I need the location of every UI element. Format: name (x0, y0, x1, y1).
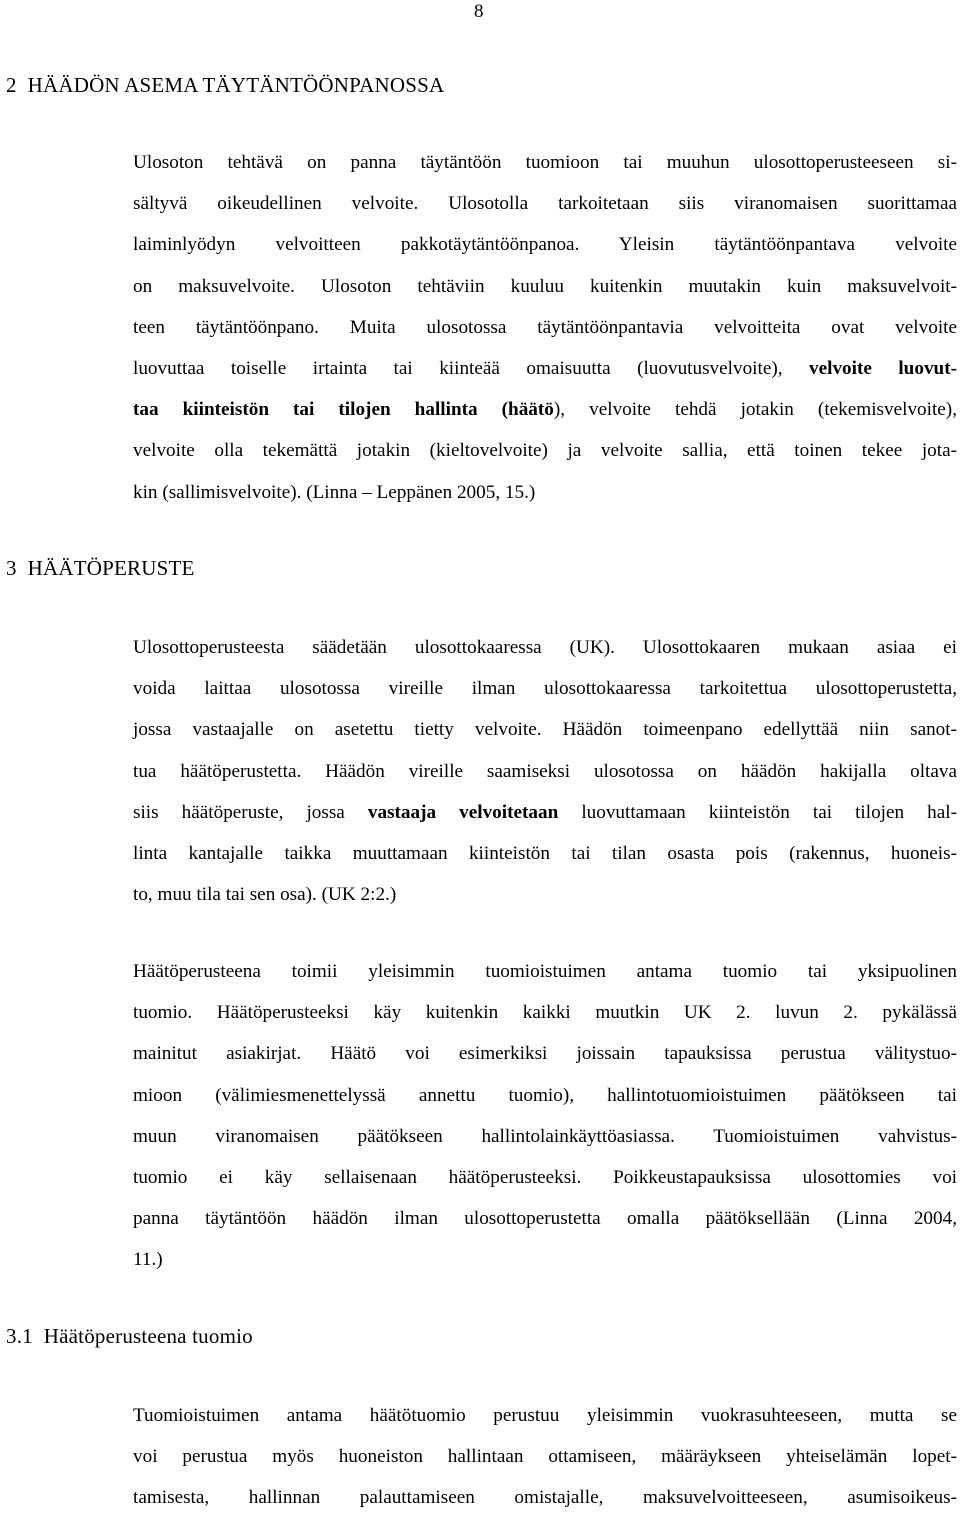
text-line: teen täytäntöönpano. Muita ulosotossa täytäntöönpantavia velvoitteita ovat velvoite (133, 316, 957, 338)
section-heading-3-1 (6, 1323, 253, 1349)
text-line: laiminlyödyn velvoitteen pakkotäytäntöönpanoa. Yleisin täytäntöönpantava velvoite (133, 234, 957, 256)
text-line (133, 389, 957, 430)
section-number: 2 (6, 73, 17, 97)
paragraph-4 (133, 1395, 957, 1519)
text-line: muun viranomaisen päätökseen hallintolainkäyttöasiassa. Tuomioistuimen vahvistus- (133, 1125, 957, 1147)
paragraph-3 (133, 951, 957, 1281)
text-line: velvoite olla tekemättä jotakin (kieltovelvoite) ja velvoite sallia, että toinen tekee jota- (133, 440, 957, 462)
text-run: ), velvoite tehdä jotakin (tekemisvelvoite), (553, 399, 957, 421)
text-line: sältyvä oikeudellinen velvoite. Ulosotolla tarkoitetaan siis viranomaisen suorittamaa (133, 193, 957, 215)
bold-text: velvoite luovut- (809, 357, 957, 379)
section-number: 3.1 (6, 1324, 33, 1348)
paragraph-1 (133, 142, 957, 513)
text-line: tua häätöperustetta. Häädön vireille saamiseksi ulosotossa on häädön hakijalla oltava (133, 760, 957, 782)
text-line: tuomio ei käy sellaisenaan häätöperusteeksi. Poikkeustapauksissa ulosottomies voi (133, 1166, 957, 1188)
section-title: HÄÄDÖN ASEMA TÄYTÄNTÖÖNPANOSSA (27, 73, 445, 97)
text-run: siis häätöperuste, jossa (133, 801, 368, 823)
text-line: tamisesta, hallinnan palauttamiseen omistajalle, maksuvelvoitteeseen, asumisoikeus- (133, 1487, 957, 1509)
text-line: linta kantajalle taikka muuttamaan kiinteistön tai tilan osasta pois (rakennus, huoneis- (133, 842, 957, 864)
text-line: 11.) (133, 1249, 163, 1271)
text-line: Ulosoton tehtävä on panna täytäntöön tuomioon tai muuhun ulosottoperusteeseen si- (133, 152, 957, 173)
text-line: Tuomioistuimen antama häätötuomio perustuu yleisimmin vuokrasuhteeseen, mutta se (133, 1405, 957, 1426)
text-line (133, 348, 957, 389)
text-line: mainitut asiakirjat. Häätö voi esimerkiksi joissain tapauksissa perustua välitystuo- (133, 1043, 957, 1065)
text-line: mioon (välimiesmenettelyssä annettu tuomio), hallintotuomioistuimen päätökseen tai (133, 1084, 957, 1106)
text-line: kin (sallimisvelvoite). (Linna – Leppänen 2005, 15.) (133, 481, 536, 503)
bold-text: vastaaja velvoitetaan (367, 801, 559, 823)
section-heading-2 (6, 72, 444, 98)
text-line: to, muu tila tai sen osa). (UK 2:2.) (133, 884, 397, 906)
text-line: jossa vastaajalle on asetettu tietty velvoite. Häädön toimeenpano edellyttää niin sanot- (133, 719, 957, 741)
text-line: Ulosottoperusteesta säädetään ulosottokaaressa (UK). Ulosottokaaren mukaan asiaa ei (133, 637, 957, 658)
section-title: HÄÄTÖPERUSTE (27, 556, 195, 580)
text-line: on maksuvelvoite. Ulosoton tehtäviin kuuluu kuitenkin muutakin kuin maksuvelvoit- (133, 275, 957, 297)
text-line: voi perustua myös huoneiston hallintaan ottamiseen, määräykseen yhteiselämän lopet- (133, 1446, 957, 1468)
section-heading-3 (6, 555, 195, 581)
section-title: Häätöperusteena tuomio (43, 1324, 253, 1348)
text-line: voida laittaa ulosotossa vireille ilman ulosottokaaressa tarkoitettua ulosottoperustetta, (133, 678, 957, 700)
text-line (133, 792, 957, 833)
bold-text: taa kiinteistön tai tilojen hallinta (häätö (133, 399, 554, 421)
section-number: 3 (6, 556, 17, 580)
text-run: luovuttaa toiselle irtainta tai kiinteää omaisuutta (luovutusvelvoite), (133, 357, 810, 379)
text-line: tuomio. Häätöperusteeksi käy kuitenkin kaikki muutkin UK 2. luvun 2. pykälässä (133, 1002, 957, 1024)
page-number: 8 (474, 1, 484, 22)
text-run: luovuttamaan kiinteistön tai tilojen hal- (558, 801, 957, 823)
text-line: Häätöperusteena toimii yleisimmin tuomioistuimen antama tuomio tai yksipuolinen (133, 961, 957, 982)
paragraph-2 (133, 627, 957, 915)
text-line: panna täytäntöön häädön ilman ulosottoperustetta omalla päätöksellään (Linna 2004, (133, 1208, 957, 1230)
